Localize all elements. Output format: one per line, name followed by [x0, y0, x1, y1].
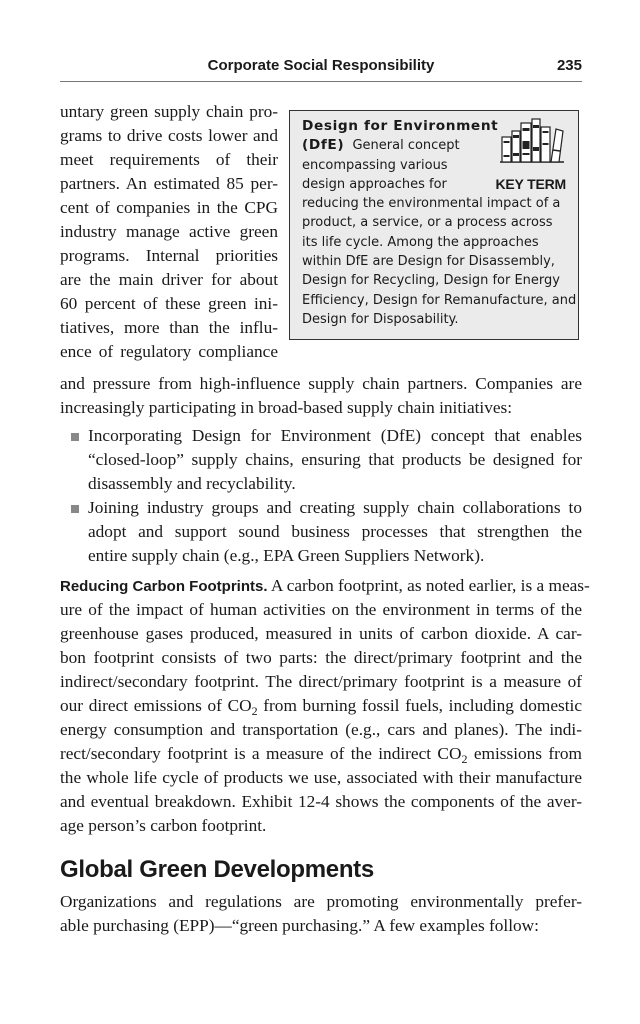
running-head [60, 57, 582, 82]
book-page [60, 0, 590, 1024]
text-line: 60 percent of these green ini- [60, 294, 278, 313]
text-line: cent of companies in the CPG [60, 198, 278, 217]
text-line: bon footprint consists of two parts: the direct/primary footprint and the [60, 648, 582, 667]
key-term-definition: Efficiency, Design for Remanufacture, and [302, 292, 577, 308]
list-item [60, 424, 582, 496]
text-line [60, 574, 590, 598]
text-line: increasingly participating in broad-based supply chain initiatives: [60, 398, 513, 417]
text-line: greenhouse gases produced, measured in units of carbon dioxide. A car- [60, 624, 582, 643]
text-line: energy consumption and transportation (e.g., cars and planes). The indi- [60, 720, 582, 739]
bullet-square-icon [71, 433, 79, 441]
key-term-definition: product, a service, or a process across [302, 215, 553, 231]
text-line: age person’s carbon footprint. [60, 816, 267, 835]
key-term-title: Design for Environment [302, 118, 499, 134]
page-number: 235 [556, 57, 582, 74]
key-term-definition: encompassing various [302, 157, 448, 173]
carbon-paragraph [60, 574, 590, 838]
text-line [60, 742, 582, 766]
text-span: rect/secondary footprint is a measure of the indirect CO [60, 744, 462, 763]
text-line: ure of the impact of human activities on the environment in terms of the [60, 600, 582, 619]
text-line: Joining industry groups and creating supply chain collaborations to [88, 498, 582, 517]
text-span: our direct emissions of CO [60, 696, 252, 715]
text-line: and pressure from high-influence supply chain partners. Companies are [60, 374, 582, 393]
text-line [60, 694, 582, 718]
text-line: “closed-loop” supply chains, ensuring that products be designed for [88, 450, 582, 469]
text-line: entire supply chain (e.g., EPA Green Suppliers Network). [88, 546, 485, 565]
text-line: and eventual breakdown. Exhibit 12-4 shows the components of the aver- [60, 792, 582, 811]
text-line: disassembly and recyclability. [88, 474, 296, 493]
wrapped-paragraph [60, 100, 278, 364]
section-paragraph [60, 890, 582, 938]
text-span: from burning fossil fuels, including domestic [257, 696, 582, 715]
text-line: able purchasing (EPP)—“green purchasing.” A few examples follow: [60, 916, 539, 935]
text-line: indirect/secondary footprint. The direct/primary footprint is a measure of [60, 672, 582, 691]
bullet-list [60, 424, 582, 568]
text-line: Organizations and regulations are promoting environmentally prefer- [60, 892, 582, 911]
text-line: adopt and support sound business processes that strengthen the [88, 522, 582, 541]
running-head-title: Corporate Social Responsibility [207, 57, 435, 74]
subscript: 2 [461, 752, 468, 766]
text-line: partners. An estimated 85 per- [60, 174, 278, 193]
list-item [60, 496, 582, 568]
text-line: grams to drive costs lower and [60, 126, 278, 145]
section-heading: Global Green Developments [60, 856, 374, 883]
key-term-definition: General concept [352, 138, 460, 154]
text-line: are the main driver for about [60, 270, 278, 289]
intro-paragraph-tail [60, 372, 582, 420]
subscript: 2 [251, 704, 258, 718]
books-icon [500, 117, 564, 163]
run-in-heading: Reducing Carbon Footprints. [60, 578, 268, 595]
key-term-definition: Design for Recycling, Design for Energy [302, 273, 560, 289]
bullet-square-icon [71, 505, 79, 513]
key-term-definition: reducing the environmental impact of a [302, 196, 561, 212]
text-line: industry manage active green [60, 222, 278, 241]
text-line: Incorporating Design for Environment (DfE) concept that enables [88, 426, 582, 445]
text-line: programs. Internal priorities [60, 246, 278, 265]
text-line: tiatives, more than the influ- [60, 318, 278, 337]
text-line: meet requirements of their [60, 150, 278, 169]
key-term-definition: design approaches for [302, 176, 447, 192]
key-term-box [289, 110, 579, 340]
key-term-label: KEY TERM [495, 176, 566, 192]
key-term-definition: its life cycle. Among the approaches [302, 234, 539, 250]
text-line: the whole life cycle of products we use, associated with their manufacture [60, 768, 582, 787]
key-term-abbrev: (DfE) [302, 137, 345, 154]
text-line: untary green supply chain pro- [60, 102, 278, 121]
text-span: emissions from [467, 744, 583, 763]
key-term-definition: within DfE are Design for Disassembly, [302, 254, 555, 270]
text-line: ence of regulatory compliance [60, 342, 278, 361]
key-term-definition: Design for Disposability. [302, 311, 459, 327]
text-span: A carbon footprint, as noted earlier, is a meas- [267, 576, 590, 595]
